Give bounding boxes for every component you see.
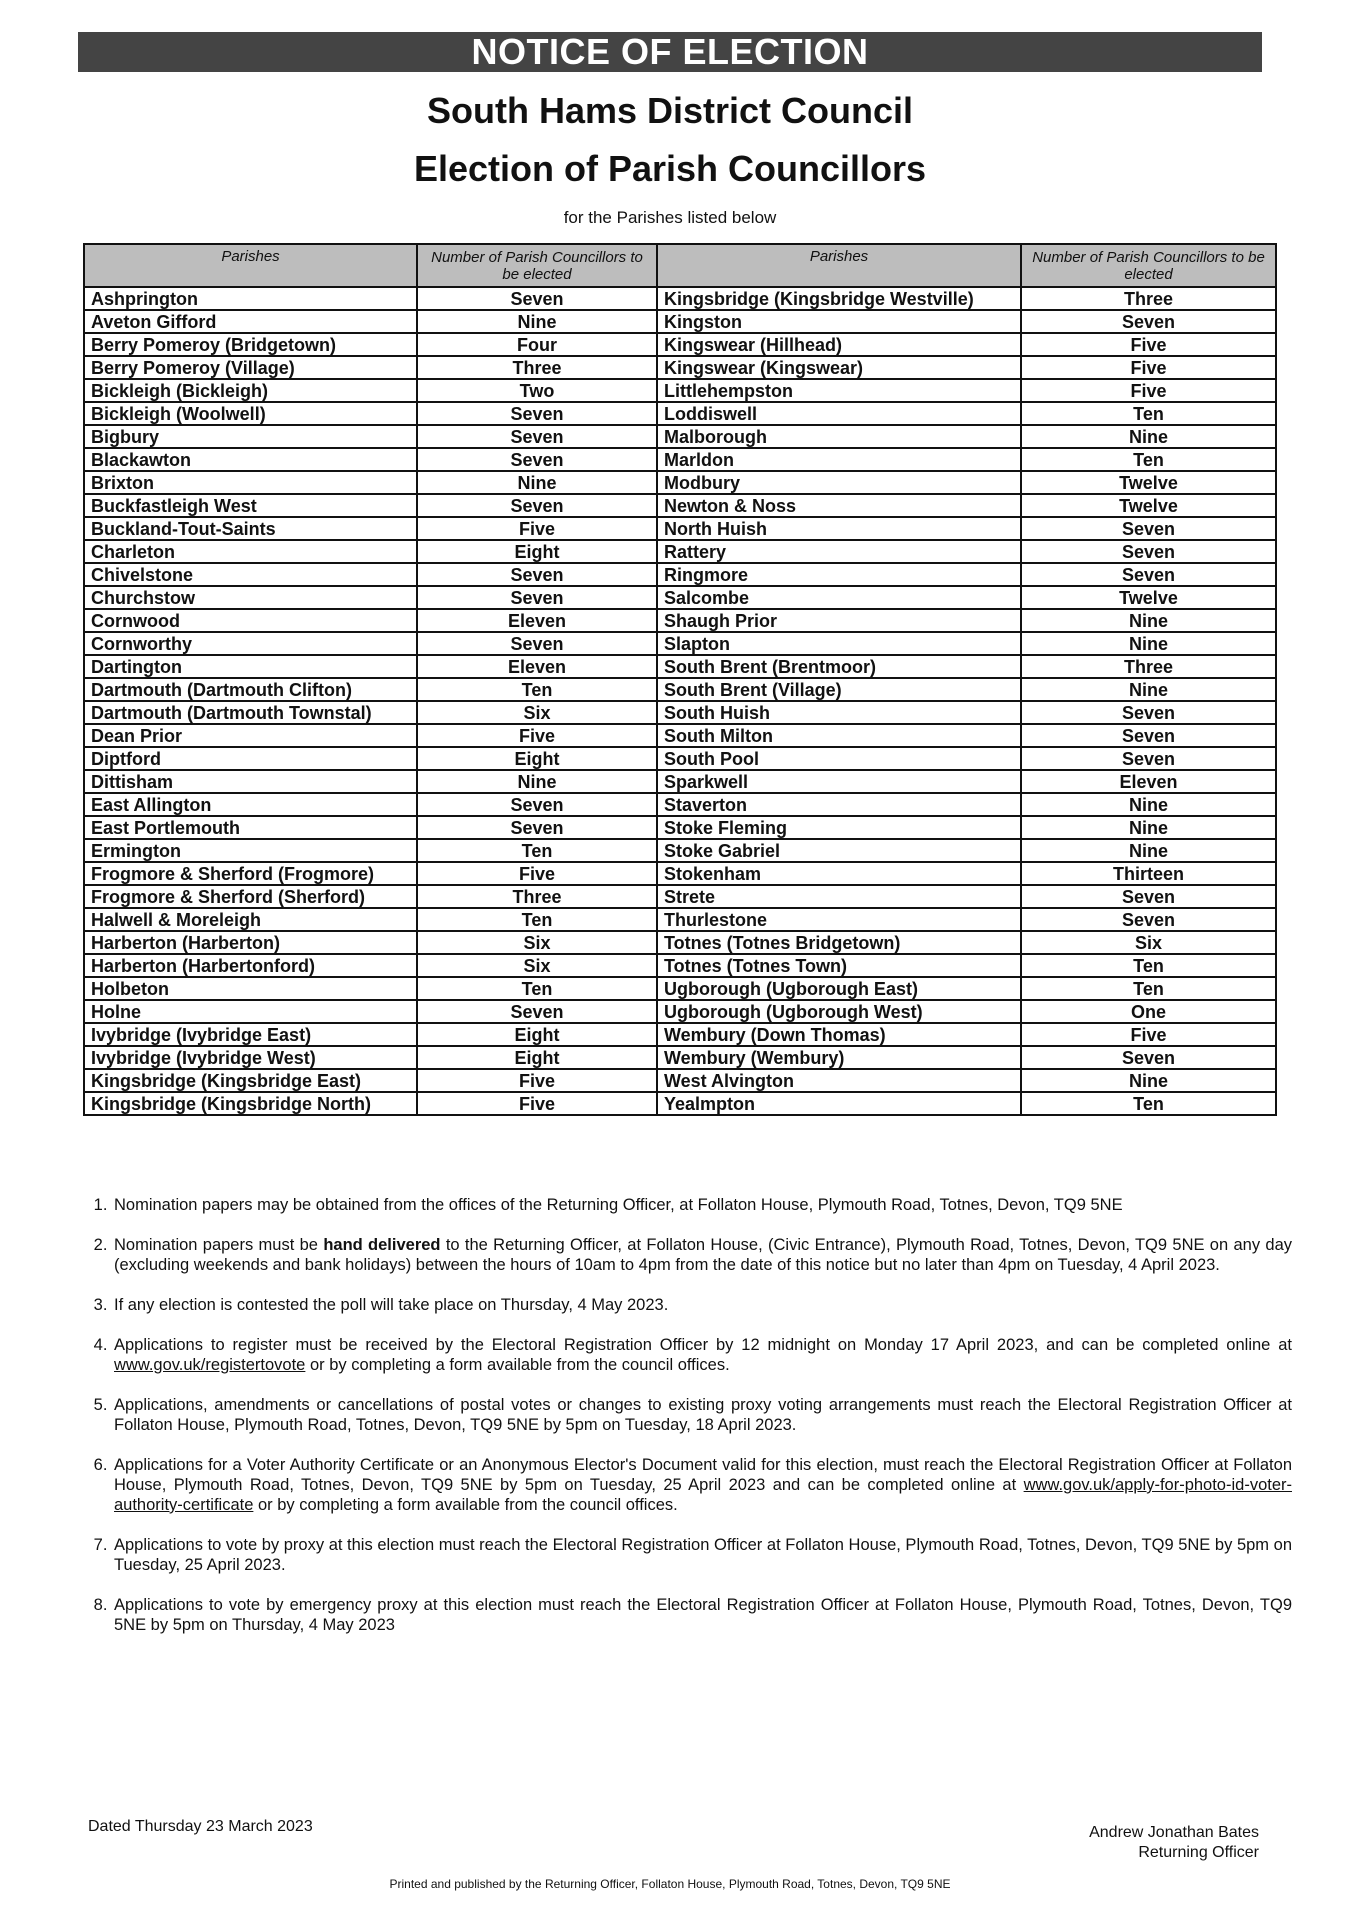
- councillors-cell: Eight: [417, 1023, 657, 1046]
- parish-cell: Sparkwell: [657, 770, 1021, 793]
- councillors-cell: Five: [417, 1092, 657, 1115]
- councillors-cell: Seven: [1021, 747, 1276, 770]
- header-parishes-right: Parishes: [657, 244, 1021, 287]
- councillors-cell: Seven: [1021, 885, 1276, 908]
- parish-cell: Slapton: [657, 632, 1021, 655]
- header-number-right: Number of Parish Councillors to be elected: [1021, 244, 1276, 287]
- table-row: [84, 908, 1276, 931]
- dated-line: Dated Thursday 23 March 2023: [88, 1818, 313, 1835]
- councillors-cell: Seven: [1021, 540, 1276, 563]
- councillors-cell: Three: [417, 356, 657, 379]
- councillors-cell: Five: [1021, 379, 1276, 402]
- parish-cell: Malborough: [657, 425, 1021, 448]
- parish-cell: Stoke Fleming: [657, 816, 1021, 839]
- parish-cell: Holne: [84, 1000, 417, 1023]
- register-to-vote-link[interactable]: www.gov.uk/registertovote: [114, 1356, 306, 1374]
- councillors-cell: Ten: [1021, 977, 1276, 1000]
- parish-cell: Thurlestone: [657, 908, 1021, 931]
- councillors-cell: Seven: [417, 494, 657, 517]
- table-row: [84, 586, 1276, 609]
- parish-cell: West Alvington: [657, 1069, 1021, 1092]
- councillors-cell: Five: [417, 517, 657, 540]
- parish-cell: Brixton: [84, 471, 417, 494]
- parish-cell: Bigbury: [84, 425, 417, 448]
- note-2: [112, 1235, 1292, 1275]
- councillors-cell: Five: [417, 1069, 657, 1092]
- note-text: Applications, amendments or cancellations of postal votes or changes to existing proxy voting arrangements must reach the Electoral Registration Officer at Follaton House, Plymouth Road, Totnes, Devon, TQ9 5NE by 5pm on Tuesday, 18 April 2023.: [114, 1396, 1292, 1434]
- parish-cell: Marldon: [657, 448, 1021, 471]
- parish-cell: Berry Pomeroy (Bridgetown): [84, 333, 417, 356]
- election-title: Election of Parish Councillors: [413, 148, 927, 189]
- councillors-cell: Nine: [1021, 839, 1276, 862]
- parish-cell: Stokenham: [657, 862, 1021, 885]
- voter-authority-certificate-link[interactable]: www.gov.uk/apply-for-photo-id-voter-authority-certificate: [114, 1476, 1292, 1514]
- parish-cell: Kingswear (Hillhead): [657, 333, 1021, 356]
- councillors-cell: Eight: [417, 747, 657, 770]
- parish-cell: Ivybridge (Ivybridge West): [84, 1046, 417, 1069]
- councillors-cell: Seven: [417, 816, 657, 839]
- councillors-cell: Nine: [1021, 816, 1276, 839]
- parish-cell: Ivybridge (Ivybridge East): [84, 1023, 417, 1046]
- councillors-cell: Five: [417, 724, 657, 747]
- councillors-cell: Seven: [417, 402, 657, 425]
- councillors-cell: Six: [417, 701, 657, 724]
- councillors-cell: Nine: [417, 770, 657, 793]
- parish-cell: Totnes (Totnes Town): [657, 954, 1021, 977]
- parish-cell: Frogmore & Sherford (Sherford): [84, 885, 417, 908]
- parish-cell: Berry Pomeroy (Village): [84, 356, 417, 379]
- councillors-cell: Nine: [1021, 793, 1276, 816]
- councillors-cell: Five: [1021, 1023, 1276, 1046]
- parish-cell: Totnes (Totnes Bridgetown): [657, 931, 1021, 954]
- table-row: [84, 517, 1276, 540]
- councillors-cell: Three: [1021, 287, 1276, 310]
- parish-cell: Churchstow: [84, 586, 417, 609]
- councillors-cell: Six: [417, 931, 657, 954]
- councillors-cell: Seven: [417, 448, 657, 471]
- note-6: [112, 1455, 1292, 1515]
- councillors-cell: Twelve: [1021, 471, 1276, 494]
- footer-imprint: Printed and published by the Returning Officer, Follaton House, Plymouth Road, Totnes, Devon, TQ9 5NE: [389, 1877, 951, 1891]
- parish-cell: Wembury (Down Thomas): [657, 1023, 1021, 1046]
- councillors-cell: Seven: [417, 425, 657, 448]
- note-text: Applications to vote by emergency proxy at this election must reach the Electoral Registration Officer at Follaton House, Plymouth Road, Totnes, Devon, TQ9 5NE by 5pm on Thursday, 4 May 2023: [114, 1596, 1292, 1634]
- parish-cell: Shaugh Prior: [657, 609, 1021, 632]
- parish-cell: Stoke Gabriel: [657, 839, 1021, 862]
- parish-cell: North Huish: [657, 517, 1021, 540]
- councillors-cell: Ten: [417, 977, 657, 1000]
- note-text: or by completing a form available from the council offices.: [253, 1496, 678, 1514]
- parish-cell: Aveton Gifford: [84, 310, 417, 333]
- table-row: [84, 1023, 1276, 1046]
- councillors-cell: Ten: [417, 839, 657, 862]
- parish-cell: South Brent (Village): [657, 678, 1021, 701]
- parish-cell: Dartmouth (Dartmouth Townstal): [84, 701, 417, 724]
- councillors-cell: Ten: [1021, 954, 1276, 977]
- councillors-cell: Ten: [1021, 1092, 1276, 1115]
- parish-cell: Rattery: [657, 540, 1021, 563]
- table-row: [84, 425, 1276, 448]
- parish-cell: Yealmpton: [657, 1092, 1021, 1115]
- councillors-cell: Seven: [417, 1000, 657, 1023]
- table-row: [84, 448, 1276, 471]
- councillors-cell: Seven: [417, 586, 657, 609]
- parish-cell: Bickleigh (Bickleigh): [84, 379, 417, 402]
- parish-cell: Harberton (Harberton): [84, 931, 417, 954]
- parish-cell: Newton & Noss: [657, 494, 1021, 517]
- subtitle: for the Parishes listed below: [563, 208, 777, 227]
- table-row: [84, 1092, 1276, 1115]
- parish-cell: Modbury: [657, 471, 1021, 494]
- table-row: [84, 885, 1276, 908]
- parish-cell: Chivelstone: [84, 563, 417, 586]
- table-row: [84, 724, 1276, 747]
- parish-cell: Ugborough (Ugborough East): [657, 977, 1021, 1000]
- parish-cell: Dartmouth (Dartmouth Clifton): [84, 678, 417, 701]
- header-parishes-left: Parishes: [84, 244, 417, 287]
- parish-cell: Ermington: [84, 839, 417, 862]
- parish-cell: Buckfastleigh West: [84, 494, 417, 517]
- councillors-cell: Nine: [1021, 678, 1276, 701]
- councillors-cell: Nine: [1021, 1069, 1276, 1092]
- note-3: [112, 1295, 1292, 1315]
- parish-cell: Loddiswell: [657, 402, 1021, 425]
- councillors-cell: Seven: [417, 287, 657, 310]
- note-text: Applications to register must be received by the Electoral Registration Officer by 12 midnight on Monday 17 April 2023, and can be completed online at: [114, 1336, 1292, 1354]
- councillors-cell: Eleven: [1021, 770, 1276, 793]
- councillors-cell: Seven: [1021, 563, 1276, 586]
- parishes-table: [83, 243, 1277, 1116]
- councillors-cell: Four: [417, 333, 657, 356]
- councillors-cell: Three: [1021, 655, 1276, 678]
- councillors-cell: Seven: [1021, 1046, 1276, 1069]
- councillors-cell: Two: [417, 379, 657, 402]
- table-row: [84, 287, 1276, 310]
- table-row: [84, 954, 1276, 977]
- councillors-cell: Seven: [1021, 724, 1276, 747]
- parish-cell: South Pool: [657, 747, 1021, 770]
- parish-cell: Salcombe: [657, 586, 1021, 609]
- table-row: [84, 839, 1276, 862]
- note-text: Nomination papers may be obtained from the offices of the Returning Officer, at Follaton House, Plymouth Road, Totnes, Devon, TQ9 5NE: [114, 1196, 1123, 1214]
- councillors-cell: Nine: [1021, 425, 1276, 448]
- parish-cell: Ashprington: [84, 287, 417, 310]
- note-text: to the Returning Officer, at Follaton House, (Civic Entrance), Plymouth Road, Totnes, Devon, TQ9 5NE on any day (excluding weekends and bank holidays) between the hours of 10am to 4pm from the date of this notice but no later than 4pm on Tuesday, 4 April 2023.: [114, 1236, 1293, 1274]
- parish-cell: Cornwood: [84, 609, 417, 632]
- note-5: [112, 1395, 1292, 1435]
- parish-cell: Dean Prior: [84, 724, 417, 747]
- parish-cell: Bickleigh (Woolwell): [84, 402, 417, 425]
- councillors-cell: Eight: [417, 540, 657, 563]
- table-row: [84, 977, 1276, 1000]
- councillors-cell: Ten: [1021, 448, 1276, 471]
- table-row: [84, 494, 1276, 517]
- parish-cell: East Portlemouth: [84, 816, 417, 839]
- councillors-cell: Twelve: [1021, 586, 1276, 609]
- councillors-cell: Three: [417, 885, 657, 908]
- parish-cell: Kingsbridge (Kingsbridge Westville): [657, 287, 1021, 310]
- parish-cell: Dittisham: [84, 770, 417, 793]
- table-row: [84, 356, 1276, 379]
- councillors-cell: Seven: [417, 563, 657, 586]
- table-row: [84, 862, 1276, 885]
- parish-cell: East Allington: [84, 793, 417, 816]
- note-text: Applications for a Voter Authority Certificate or an Anonymous Elector's Document valid for this election, must reach the Electoral Registration Officer at Follaton House, Plymouth Road, Totnes, Devon, TQ9 5NE by 5pm on Tuesday, 25 April 2023 and can be completed online at: [114, 1456, 1292, 1494]
- council-title: South Hams District Council: [426, 90, 914, 131]
- officer-name: Andrew Jonathan Bates: [1089, 1824, 1259, 1841]
- parish-cell: Halwell & Moreleigh: [84, 908, 417, 931]
- table-row: [84, 747, 1276, 770]
- table-row: [84, 1069, 1276, 1092]
- councillors-cell: Twelve: [1021, 494, 1276, 517]
- table-row: [84, 770, 1276, 793]
- note-text: Applications to vote by proxy at this election must reach the Electoral Registration Officer at Follaton House, Plymouth Road, Totnes, Devon, TQ9 5NE by 5pm on Tuesday, 25 April 2023.: [114, 1536, 1292, 1574]
- parish-cell: South Brent (Brentmoor): [657, 655, 1021, 678]
- councillors-cell: Seven: [1021, 908, 1276, 931]
- table-row: [84, 632, 1276, 655]
- table-row: [84, 1000, 1276, 1023]
- parish-cell: Buckland-Tout-Saints: [84, 517, 417, 540]
- councillors-cell: Nine: [1021, 609, 1276, 632]
- parish-cell: Kingsbridge (Kingsbridge North): [84, 1092, 417, 1115]
- councillors-cell: Nine: [417, 310, 657, 333]
- table-row: [84, 471, 1276, 494]
- parish-cell: Holbeton: [84, 977, 417, 1000]
- parish-cell: Charleton: [84, 540, 417, 563]
- parish-cell: Littlehempston: [657, 379, 1021, 402]
- note-text: If any election is contested the poll will take place on Thursday, 4 May 2023.: [114, 1296, 669, 1314]
- councillors-cell: Five: [417, 862, 657, 885]
- table-row: [84, 678, 1276, 701]
- councillors-cell: One: [1021, 1000, 1276, 1023]
- parish-cell: South Milton: [657, 724, 1021, 747]
- councillors-cell: Seven: [1021, 701, 1276, 724]
- councillors-cell: Nine: [1021, 632, 1276, 655]
- note-4: [112, 1335, 1292, 1375]
- note-text: or by completing a form available from the council offices.: [305, 1356, 730, 1374]
- parish-cell: Wembury (Wembury): [657, 1046, 1021, 1069]
- parish-cell: Frogmore & Sherford (Frogmore): [84, 862, 417, 885]
- councillors-cell: Seven: [417, 793, 657, 816]
- parish-cell: Kingston: [657, 310, 1021, 333]
- officer-role: Returning Officer: [1138, 1844, 1259, 1861]
- parish-cell: Strete: [657, 885, 1021, 908]
- table-row: [84, 333, 1276, 356]
- councillors-cell: Five: [1021, 356, 1276, 379]
- table-row: [84, 931, 1276, 954]
- table-row: [84, 1046, 1276, 1069]
- parish-cell: Ringmore: [657, 563, 1021, 586]
- parish-cell: Blackawton: [84, 448, 417, 471]
- parish-cell: Dartington: [84, 655, 417, 678]
- table-row: [84, 609, 1276, 632]
- parish-cell: Kingsbridge (Kingsbridge East): [84, 1069, 417, 1092]
- note-emphasis: hand delivered: [323, 1236, 441, 1254]
- parish-cell: South Huish: [657, 701, 1021, 724]
- parish-cell: Diptford: [84, 747, 417, 770]
- councillors-cell: Eleven: [417, 655, 657, 678]
- councillors-cell: Thirteen: [1021, 862, 1276, 885]
- councillors-cell: Eleven: [417, 609, 657, 632]
- table-row: [84, 655, 1276, 678]
- table-header-row: [84, 244, 1276, 287]
- note-1: [112, 1195, 1292, 1215]
- councillors-cell: Ten: [417, 678, 657, 701]
- councillors-cell: Eight: [417, 1046, 657, 1069]
- table-row: [84, 540, 1276, 563]
- parish-cell: Ugborough (Ugborough West): [657, 1000, 1021, 1023]
- councillors-cell: Six: [417, 954, 657, 977]
- table-row: [84, 310, 1276, 333]
- signature-block: [1089, 1823, 1259, 1863]
- parish-cell: Cornworthy: [84, 632, 417, 655]
- header-number-left: Number of Parish Councillors to be elected: [417, 244, 657, 287]
- notice-banner: NOTICE OF ELECTION: [78, 32, 1262, 72]
- table-row: [84, 563, 1276, 586]
- councillors-cell: Ten: [417, 908, 657, 931]
- councillors-cell: Seven: [1021, 310, 1276, 333]
- table-row: [84, 701, 1276, 724]
- table-row: [84, 793, 1276, 816]
- parish-cell: Kingswear (Kingswear): [657, 356, 1021, 379]
- notes-list: [80, 1195, 1292, 1655]
- councillors-cell: Seven: [417, 632, 657, 655]
- note-text: Nomination papers must be: [114, 1236, 324, 1254]
- councillors-cell: Six: [1021, 931, 1276, 954]
- parish-cell: Harberton (Harbertonford): [84, 954, 417, 977]
- table-row: [84, 402, 1276, 425]
- councillors-cell: Seven: [1021, 517, 1276, 540]
- councillors-cell: Nine: [417, 471, 657, 494]
- table-row: [84, 816, 1276, 839]
- table-body: [84, 287, 1276, 1115]
- table-row: [84, 379, 1276, 402]
- note-8: [112, 1595, 1292, 1635]
- note-7: [112, 1535, 1292, 1575]
- councillors-cell: Ten: [1021, 402, 1276, 425]
- parish-cell: Staverton: [657, 793, 1021, 816]
- councillors-cell: Five: [1021, 333, 1276, 356]
